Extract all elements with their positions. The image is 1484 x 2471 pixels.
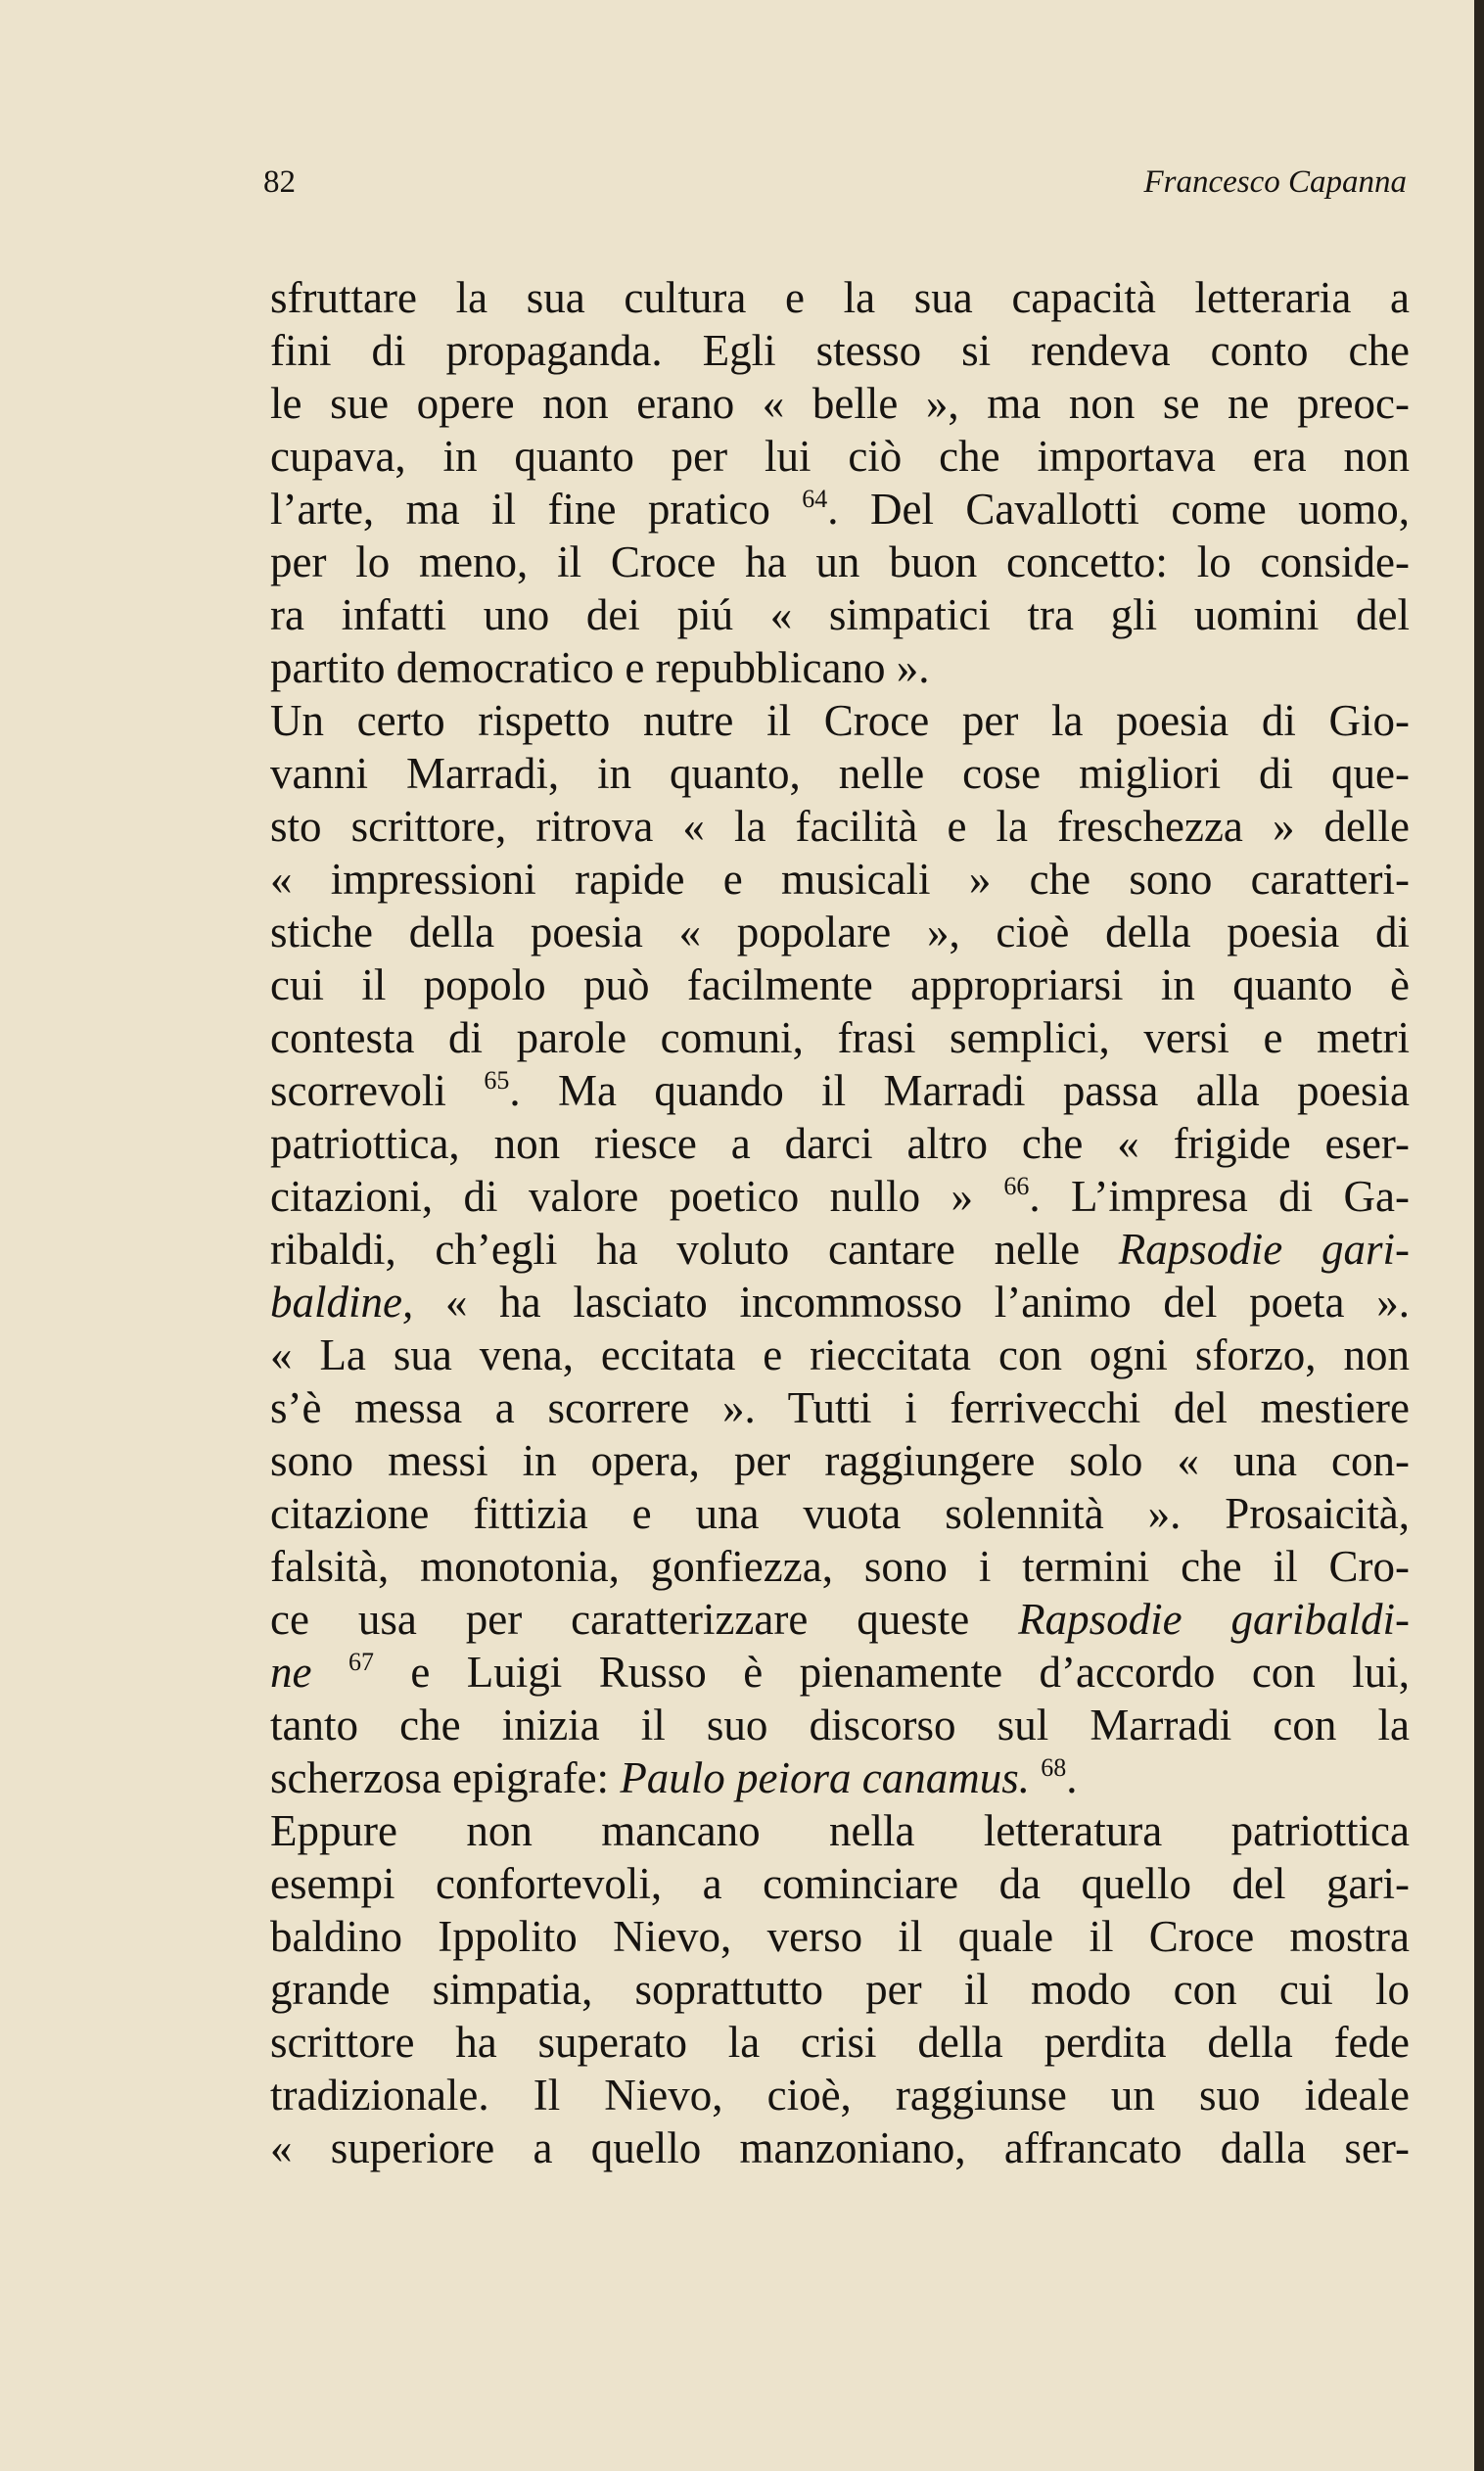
text-line: patriottica, non riesce a darci altro che « frigide eser- — [270, 1119, 1410, 1168]
text-line: grande simpatia, soprattutto per il modo con cui lo — [270, 1965, 1410, 2014]
text-line: cui il popolo può facilmente appropriarsi in quanto è — [270, 960, 1410, 1009]
italic-title: Rapsodie gari- — [1118, 1225, 1410, 1274]
text-line: s’è messa a scorrere ». Tutti i ferrivecchi del mestiere — [270, 1383, 1410, 1432]
footnote-ref: 64 — [802, 485, 828, 513]
epigraph: Paulo peiora canamus. — [620, 1753, 1031, 1802]
text-line: per lo meno, il Croce ha un buon concetto: lo conside- — [270, 537, 1410, 586]
text-line: baldine, « ha lasciato incommosso l’animo del poeta ». — [270, 1278, 1410, 1327]
text-line: esempi confortevoli, a cominciare da quello del gari- — [270, 1859, 1410, 1908]
body-text — [270, 271, 1410, 2174]
page-edge — [1474, 0, 1484, 2471]
text-line: contesta di parole comuni, frasi semplici, versi e metri — [270, 1013, 1410, 1062]
text-line: le sue opere non erano « belle », ma non se ne preoc- — [270, 379, 1410, 428]
text-line: vanni Marradi, in quanto, nelle cose migliori di que- — [270, 749, 1410, 798]
text-line: ra infatti uno dei piú « simpatici tra gli uomini del — [270, 590, 1410, 639]
text-line: « superiore a quello manzoniano, affrancato dalla ser- — [270, 2123, 1410, 2172]
text-line: baldino Ippolito Nievo, verso il quale il Croce mostra — [270, 1912, 1410, 1961]
text-line: partito democratico e repubblicano ». — [270, 643, 930, 692]
footnote-ref: 66 — [1003, 1172, 1030, 1200]
text-line: sto scrittore, ritrova « la facilità e la freschezza » delle — [270, 802, 1410, 851]
text-line: citazioni, di valore poetico nullo » $^{66}$. L’impresa di Ga- — [270, 1172, 1410, 1221]
italic-title: Rapsodie garibaldi- — [1018, 1595, 1410, 1644]
text-line: ne $^{67}$ e Luigi Russo è pienamente d’accordo con lui, — [270, 1648, 1411, 1697]
footnote-ref: 67 — [348, 1648, 374, 1676]
text-line: ribaldi, ch’egli ha voluto cantare nelle Rapsodie gari- — [270, 1225, 1410, 1274]
page-number: 82 — [263, 164, 296, 200]
text-line: scorrevoli $^{65}$. Ma quando il Marradi passa alla poesia — [270, 1066, 1411, 1115]
footnote-ref: 68 — [1041, 1753, 1067, 1782]
running-title: Francesco Capanna — [1143, 164, 1407, 200]
text-line: l’arte, ma il fine pratico $^{64}$. Del Cavallotti come uomo, — [270, 485, 1410, 534]
text-line: fini di propaganda. Egli stesso si rendeva conto che — [270, 326, 1410, 375]
text-line: sono messi in opera, per raggiungere solo « una con- — [270, 1436, 1410, 1485]
text-line: ce usa per caratterizzare queste Rapsodie garibaldi- — [270, 1595, 1410, 1644]
text-line: sfruttare la sua cultura e la sua capacità letteraria a — [270, 273, 1410, 322]
text-line: « La sua vena, eccitata e rieccitata con ogni sforzo, non — [270, 1330, 1410, 1379]
text-line: « impressioni rapide e musicali » che sono caratteri- — [270, 855, 1410, 904]
text-line: Un certo rispetto nutre il Croce per la poesia di Gio- — [270, 696, 1410, 745]
text-line: tanto che inizia il suo discorso sul Marradi con la — [270, 1701, 1410, 1749]
text-line: citazione fittizia e una vuota solennità ». Prosaicità, — [270, 1489, 1410, 1538]
text-line: tradizionale. Il Nievo, cioè, raggiunse un suo ideale — [270, 2071, 1410, 2120]
text-line: stiche della poesia « popolare », cioè della poesia di — [270, 908, 1410, 956]
text-line: falsità, monotonia, gonfiezza, sono i termini che il Cro- — [270, 1542, 1410, 1591]
text-line: cupava, in quanto per lui ciò che importava era non — [270, 432, 1410, 481]
text-line: scherzosa epigrafe: Paulo peiora canamus. $^{68}$. — [270, 1753, 1078, 1802]
italic-title: baldine, — [270, 1278, 414, 1327]
text-line: Eppure non mancano nella letteratura patriottica — [270, 1806, 1410, 1855]
running-head — [263, 159, 1407, 206]
footnote-ref: 65 — [484, 1066, 510, 1095]
italic-title: ne — [270, 1648, 312, 1697]
text-line: scrittore ha superato la crisi della perdita della fede — [270, 2018, 1410, 2067]
